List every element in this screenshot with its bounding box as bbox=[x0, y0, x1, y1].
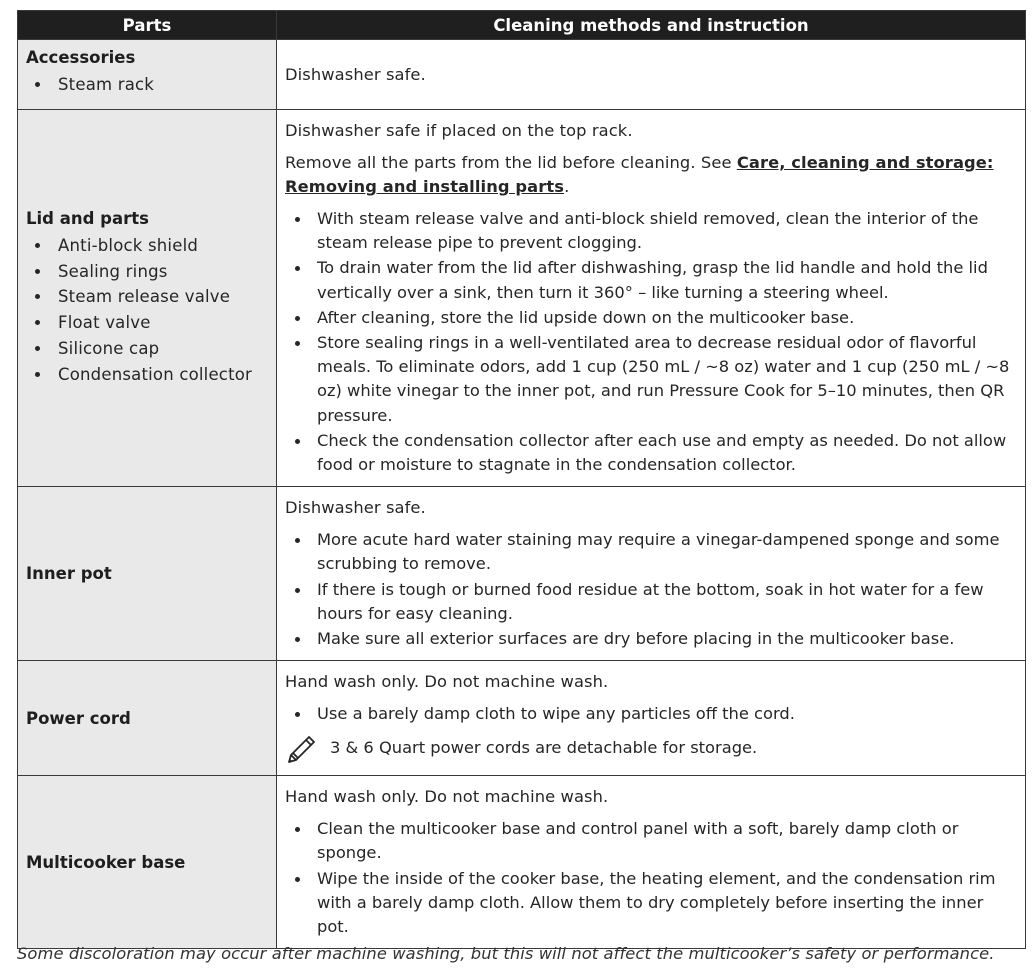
instruction-cell-base bbox=[277, 776, 1026, 949]
instruction-cell-power-cord bbox=[277, 661, 1026, 776]
list-item: Clean the multicooker base and control panel with a soft, barely damp cloth or sponge. bbox=[285, 817, 1017, 865]
part-title: Inner pot bbox=[26, 564, 112, 584]
list-item: Steam release valve bbox=[26, 284, 268, 310]
instruction-text: Hand wash only. Do not machine wash. bbox=[285, 787, 609, 807]
instruction-text: Hand wash only. Do not machine wash. bbox=[285, 672, 609, 692]
part-title: Accessories bbox=[26, 48, 136, 67]
part-subitems bbox=[26, 72, 268, 98]
part-cell-power-cord bbox=[18, 661, 277, 776]
instruction-bullets bbox=[285, 207, 1017, 477]
part-cell-base bbox=[18, 776, 277, 949]
list-item: Steam rack bbox=[26, 72, 268, 98]
table-header-row bbox=[18, 11, 1026, 40]
instruction-cell-accessories bbox=[277, 40, 1026, 110]
part-title: Lid and parts bbox=[26, 209, 149, 228]
care-cleaning-link[interactable]: Care, cleaning and storage: Removing and installing parts bbox=[285, 153, 994, 196]
table-row-accessories bbox=[18, 40, 1026, 110]
instruction-text: Dishwasher safe if placed on the top rack. bbox=[285, 121, 633, 140]
cleaning-table bbox=[17, 10, 1026, 949]
instruction-bullets bbox=[285, 528, 1017, 651]
table-row-power-cord bbox=[18, 661, 1026, 776]
table-row-inner-pot bbox=[18, 487, 1026, 661]
list-item: Sealing rings bbox=[26, 259, 268, 285]
part-cell-accessories bbox=[18, 40, 277, 110]
list-item: Use a barely damp cloth to wipe any particles off the cord. bbox=[285, 702, 1017, 726]
list-item: To drain water from the lid after dishwashing, grasp the lid handle and hold the lid vertically over a sink, then turn it 360° – like turning a steering wheel. bbox=[285, 256, 1017, 304]
instruction-bullets bbox=[285, 702, 1017, 726]
part-title: Power cord bbox=[26, 708, 131, 728]
list-item: Store sealing rings in a well-ventilated area to decrease residual odor of flavorful meals. To eliminate odors, add 1 cup (250 mL / ~8 oz) water and 1 cup (250 mL / ~8 oz) white vinegar to the inner pot, and run Pressure Cook for 5–10 minutes, then QR pressure. bbox=[285, 331, 1017, 428]
list-item: More acute hard water staining may require a vinegar-dampened sponge and some scrubbing to remove. bbox=[285, 528, 1017, 576]
list-item: With steam release valve and anti-block shield removed, clean the interior of the steam release pipe to prevent clogging. bbox=[285, 207, 1017, 255]
table-row-base bbox=[18, 776, 1026, 949]
instruction-cell-inner-pot bbox=[277, 487, 1026, 661]
table-row-lid bbox=[18, 110, 1026, 487]
part-subitems bbox=[26, 233, 268, 387]
list-item: Wipe the inside of the cooker base, the heating element, and the condensation rim with a barely damp cloth. Allow them to dry completely before inserting the inner pot. bbox=[285, 867, 1017, 940]
list-item: Silicone cap bbox=[26, 336, 268, 362]
list-item: After cleaning, store the lid upside down on the multicooker base. bbox=[285, 306, 1017, 330]
instruction-text-pre: Remove all the parts from the lid before cleaning. See bbox=[285, 153, 737, 172]
header-parts: Parts bbox=[18, 11, 277, 40]
list-item: Make sure all exterior surfaces are dry before placing in the multicooker base. bbox=[285, 627, 1017, 651]
note-text: 3 & 6 Quart power cords are detachable for storage. bbox=[330, 738, 758, 758]
instruction-text bbox=[285, 151, 1017, 199]
footer-note: Some discoloration may occur after machine washing, but this will not affect the multicooker’s safety or performance. bbox=[17, 944, 995, 963]
list-item: Condensation collector bbox=[26, 362, 268, 388]
part-cell-inner-pot bbox=[18, 487, 277, 661]
instruction-bullets bbox=[285, 817, 1017, 939]
pencil-icon bbox=[285, 732, 319, 764]
list-item: Float valve bbox=[26, 310, 268, 336]
part-title: Multicooker base bbox=[26, 852, 186, 872]
instruction-text: Dishwasher safe. bbox=[285, 64, 426, 84]
storage-note bbox=[285, 732, 1017, 764]
list-item: If there is tough or burned food residue at the bottom, soak in hot water for a few hours for easy cleaning. bbox=[285, 578, 1017, 626]
instruction-text-post: . bbox=[564, 177, 570, 196]
instruction-text: Dishwasher safe. bbox=[285, 498, 426, 518]
list-item: Check the condensation collector after each use and empty as needed. Do not allow food or moisture to stagnate in the condensation collector. bbox=[285, 429, 1017, 477]
header-cleaning-methods: Cleaning methods and instruction bbox=[277, 11, 1026, 40]
instruction-cell-lid bbox=[277, 110, 1026, 487]
part-cell-lid bbox=[18, 110, 277, 487]
list-item: Anti-block shield bbox=[26, 233, 268, 259]
